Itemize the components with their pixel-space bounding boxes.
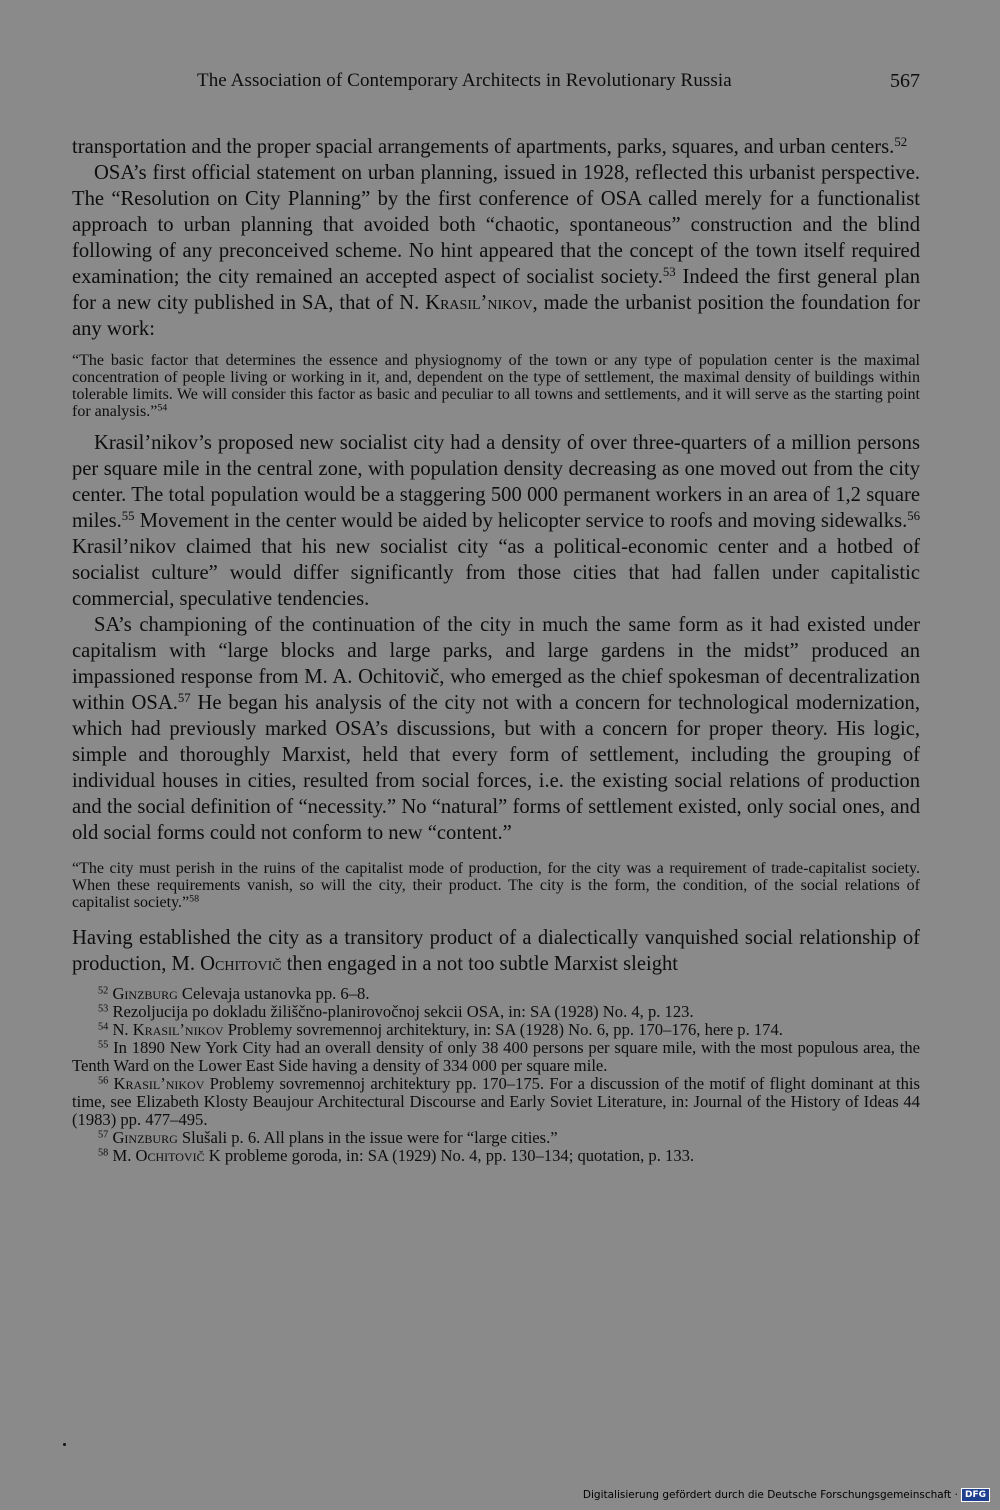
footnotes — [72, 985, 920, 1165]
block-quote-2: “The city must perish in the ruins of the capitalist mode of production, for the city was a requirement of trade-capitalist society. When these requirements vanish, so will the city, their product. The city is the form, the condition, of the social relations of capitalist society.”$^{58}$ — [72, 860, 920, 911]
credit-text: Digitalisierung gefördert durch die Deutsche Forschungsgemeinschaft · — [582, 1489, 958, 1501]
footnote: $^{55}$ In 1890 New York City had an overall density of only 38 400 persons per square mile, with the most populous area, the Tenth Ward on the Lower East Side having a density of 334 000 per square mile. — [72, 1038, 920, 1075]
paragraph-5: Having established the city as a transitory product of a dialectically vanquished social relationship of production, M. Ochitovič then engaged in a not too subtle Marxist sleight — [72, 927, 920, 975]
footnote-ref-52: 52 — [894, 134, 908, 149]
footnote-ref-58: 58 — [189, 893, 200, 905]
footnote: $^{58}$ M. Ochitovič K probleme goroda, in: SA (1929) No. 4, pp. 130–134; quotation, p. 133. — [98, 1146, 695, 1165]
paragraph-2: OSA’s first official statement on urban planning, issued in 1928, reflected this urbanist perspective. The “Resolution on City Planning” by the first conference of OSA called merely for a functionalist approach to urban planning that avoided both “chaotic, spontaneous” construction and the blind following of any preconceived scheme. No hint appeared that the concept of the town itself required examination; the city remained an accepted aspect of socialist society.$^{53}$ Indeed the first general plan for a new city published in SA, that of N. Krasil’nikov, made the urbanist position the foundation for any work: — [72, 162, 921, 340]
footnote: $^{52}$ Ginzburg Celevaja ustanovka pp. 6–8. — [98, 984, 370, 1003]
paragraph-1: transportation and the proper spacial arrangements of apartments, parks, squares, and urban centers.$^{52}$ — [72, 134, 908, 158]
main-text — [72, 134, 920, 1165]
paragraph-3: Krasil’nikov’s proposed new socialist city had a density of over three-quarters of a million persons per square mile in the central zone, with population density decreasing as one moved out from the city center. The total population would be a staggering 500 000 permanent workers in an area of 1,2 square miles.$^{55}$ Movement in the center would be aided by helicopter service to roofs and moving sidewalks.$^{56}$ Krasil’nikov claimed that his new socialist city “as a political-economic center and a hotbed of socialist culture” would differ significantly from those cities that had fallen under capitalistic commercial, speculative tendencies. — [72, 432, 920, 610]
page-header — [72, 70, 920, 100]
footnote: $^{54}$ N. Krasil’nikov Problemy sovremennoj architektury, in: SA (1928) No. 6, pp. 170–176, here p. 174. — [98, 1020, 783, 1039]
footnote: $^{56}$ Krasil’nikov Problemy sovremennoj architektury pp. 170–175. For a discussion of the motif of flight dominant at this time, see Elizabeth Klosty Beaujour Architectural Discourse and Early Soviet Literature, in: Journal of the History of Ideas 44 (1983) pp. 477–495. — [72, 1074, 920, 1129]
paragraph-4: SA’s championing of the continuation of the city in much the same form as it had existed under capitalism with “large blocks and large parks, and large gardens in the midst” produced an impassioned response from M. A. Ochitovič, who emerged as the chief spokesman of decentralization within OSA.$^{57}$ He began his analysis of the city not with a concern for technological modernization, which had previously marked OSA’s discussions, but with a concern for proper theory. His logic, simple and thoroughly Marxist, held that every form of settlement, including the grouping of individual houses in cities, resulted from social forces, i.e. the existing social relations of production and the social definition of “necessity.” No “natural” forms of settlement existed, only social ones, and old social forms could not conform to new “content.” — [72, 614, 920, 844]
footnote: $^{53}$ Rezoljucija po dokladu žiliščno-planirovočnoj sekcii OSA, in: SA (1928) No. 4, p. 123. — [98, 1002, 694, 1021]
footnote-ref-55: 55 — [121, 508, 135, 523]
footnote-ref-57: 57 — [177, 690, 191, 705]
running-head: The Association of Contemporary Architects in Revolutionary Russia — [197, 70, 732, 91]
author-name: Krasil’nikov — [425, 292, 533, 314]
digitization-credit — [583, 1488, 990, 1502]
author-name: Ochitovič — [200, 953, 282, 975]
block-quote-1: “The basic factor that determines the essence and physiognomy of the town or any type of population center is the maximal concentration of people living or working in it, and, dependent on the type of settlement, the maximal density of buildings within tolerable limits. We will consider this factor as basic and peculiar to all towns and settlements, and it will serve as the starting point for analysis.”$^{54}$ — [72, 352, 920, 420]
footnote: $^{57}$ Ginzburg Slušali p. 6. All plans in the issue were for “large cities.” — [98, 1128, 558, 1147]
dfg-logo-icon: DFG — [961, 1488, 990, 1502]
footnote-ref-53: 53 — [662, 264, 676, 279]
footnote-ref-56: 56 — [907, 508, 920, 523]
page-number: 567 — [890, 70, 920, 92]
scan-speck — [63, 1443, 66, 1446]
footnote-ref-54: 54 — [157, 402, 168, 414]
